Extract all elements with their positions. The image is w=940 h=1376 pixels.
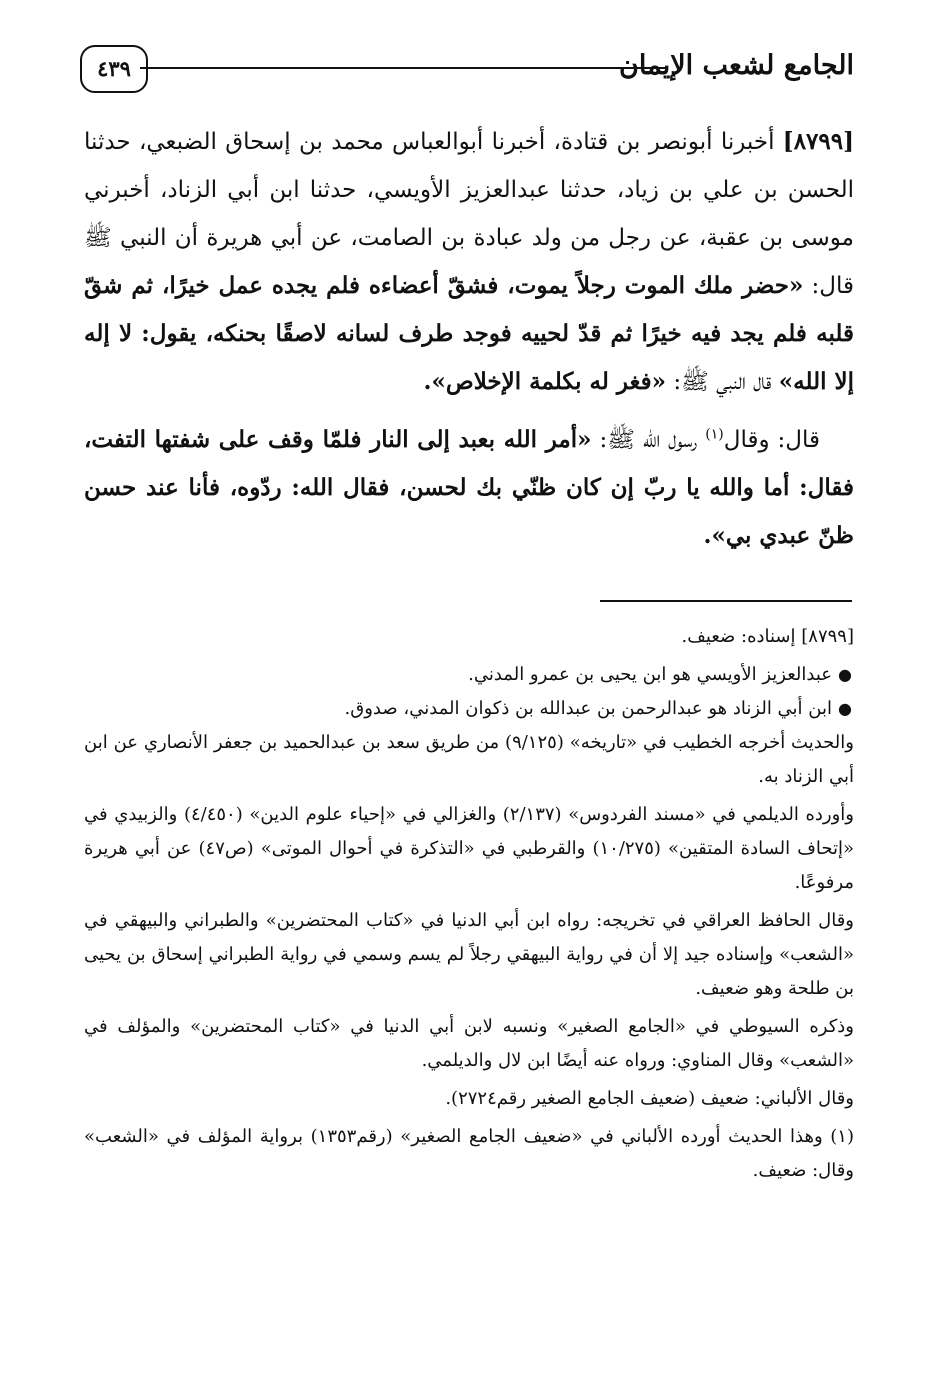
running-title: الجامع لشعب الإيمان xyxy=(619,50,854,81)
footnotes xyxy=(84,620,854,1192)
note-paragraph-3: وقال الحافظ العراقي في تخريجه: رواه ابن أبي الدنيا في «كتاب المحتضرين» والطبراني والبيهقي في «الشعب» وإسناده جيد إلا أن في رواية البيهقي رجلاً لم يسم وسمي في رواية الطبراني إسحاق بن يحيى بن طلحة وهو ضعيف. xyxy=(84,910,854,999)
hadith-matn: «حضر ملك الموت رجلاً يموت، فشقّ أعضاءه فلم يجده عمل خيرًا، ثم شقّ قلبه فلم يجد فيه خيرًا ثم قدّ لحييه فوجد طرف لسانه لاصقًا بحنكه، يقول: لا إله إلا الله» xyxy=(84,272,854,395)
note-paragraph-6: (١) وهذا الحديث أورده الألباني في «ضعيف الجامع الصغير» (رقم١٣٥٣) برواية المؤلف في «الشعب» وقال: ضعيف. xyxy=(84,1126,854,1181)
main-text xyxy=(84,118,854,570)
para2-matn: «أمر الله بعبد إلى النار فلمّا وقف على شفتها التفت، فقال: أما والله يا ربّ إن كان ظنّي بك لحسن، فقال الله: ردّوه، فأنا عند حسن ظنّ عبدي بي». xyxy=(84,426,854,549)
hadith-number: [٨٧٩٩] xyxy=(782,128,854,155)
note-bullet-1 xyxy=(84,658,854,692)
page-number: ٤٣٩ xyxy=(80,45,148,93)
header-rule xyxy=(140,67,665,69)
footnote-separator xyxy=(600,600,852,602)
note-grade xyxy=(84,620,854,654)
note-grade-text: إسناده: ضعيف. xyxy=(681,626,796,647)
isnad-text: أخبرنا أبونصر بن قتادة، أخبرنا أبوالعباس محمد بن إسحاق الضبعي، حدثنا الحسن بن علي بن زياد، حدثنا عبدالعزيز الأويسي، حدثنا ابن أبي الزناد، أخبرني موسى بن عقبة، عن رجل من ولد عبادة بن الصامت، عن أبي هريرة أن النبي ﷺ قال: xyxy=(84,129,855,299)
hadith-paragraph-2 xyxy=(84,416,854,560)
hadith-narrator: قال النبي ﷺ: xyxy=(673,369,772,395)
para2-start: قال: وقال xyxy=(723,427,820,453)
hadith-matn-end: «فغر له بكلمة الإخلاص». xyxy=(423,368,667,395)
note-number: [٨٧٩٩] xyxy=(801,626,854,647)
note-paragraph-5: وقال الألباني: ضعيف (ضعيف الجامع الصغير رقم٢٧٢٤). xyxy=(445,1088,854,1109)
hadith-paragraph-1 xyxy=(84,118,854,406)
bullet-2-text: ابن أبي الزناد هو عبدالرحمن بن عبدالله بن ذكوان المدني، صدوق. xyxy=(344,698,832,719)
bullet-icon: ● xyxy=(838,699,852,718)
note-paragraph-1: والحديث أخرجه الخطيب في «تاريخه» (٩/١٢٥) من طريق سعد بن عبدالحميد بن جعفر الأنصاري عن ابن أبي الزناد به. xyxy=(84,732,854,787)
footnote-ref: (١) xyxy=(705,426,724,443)
note-bullet-2 xyxy=(84,692,854,726)
para2-narrator: رسول الله ﷺ: xyxy=(599,427,698,453)
note-paragraph-2: وأورده الديلمي في «مسند الفردوس» (٢/١٣٧) والغزالي في «إحياء علوم الدين» (٤/٤٥٠) والزبيدي في «إتحاف السادة المتقين» (١٠/٢٧٥) والقرطبي في «التذكرة في أحوال الموتى» (ص٤٧) عن أبي هريرة مرفوعًا. xyxy=(84,804,854,893)
bullet-1-text: عبدالعزيز الأويسي هو ابن يحيى بن عمرو المدني. xyxy=(468,664,832,685)
bullet-icon: ● xyxy=(838,665,852,684)
note-paragraph-4: وذكره السيوطي في «الجامع الصغير» ونسبه لابن أبي الدنيا في «كتاب المحتضرين» والمؤلف في «الشعب» وقال المناوي: ورواه عنه أيضًا ابن لال والديلمي. xyxy=(84,1016,854,1071)
